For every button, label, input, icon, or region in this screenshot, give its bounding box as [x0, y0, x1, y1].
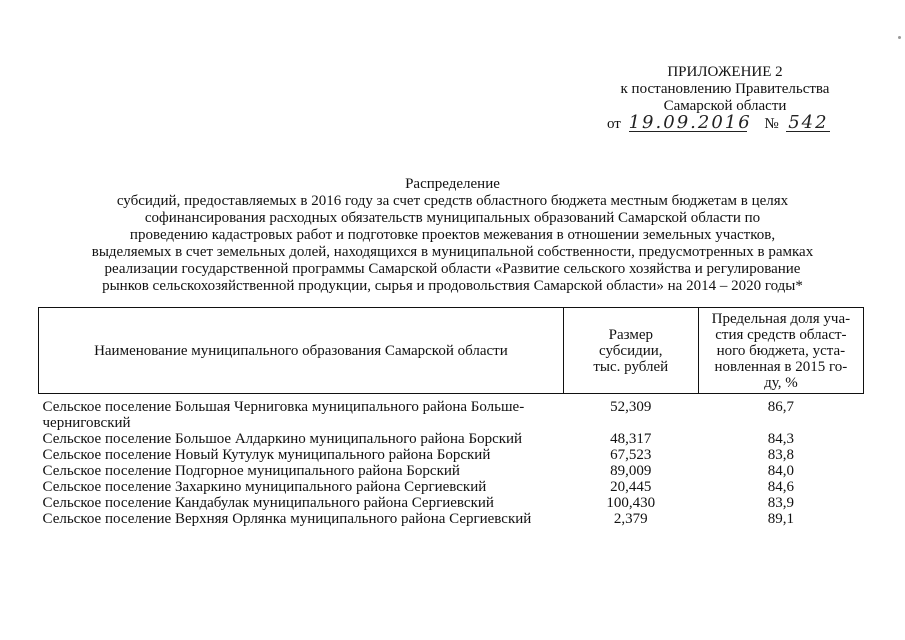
cell-municipality: Сельское поселение Кандабулак муниципального района Сергиевский — [42, 495, 494, 511]
cell-subsidy-size: 2,379 — [613, 511, 648, 527]
subsidies-table — [38, 307, 864, 527]
appendix-line-2: Самарской области — [663, 98, 787, 114]
table-row — [39, 479, 864, 495]
appendix-block — [560, 64, 890, 133]
cell-budget-share: 84,0 — [767, 463, 795, 479]
header-line: ного бюджета, уста- — [716, 342, 846, 359]
table-row — [39, 463, 864, 479]
title-line: проведению кадастровых работ и подготовке проектов межевания в отношении земельных участков, — [129, 227, 776, 243]
appendix-title: ПРИЛОЖЕНИЕ 2 — [667, 64, 783, 80]
header-municipality: Наименование муниципального образования Самарской области — [39, 308, 564, 394]
scan-speck — [898, 36, 901, 39]
from-label: от — [607, 116, 621, 132]
table-header-row — [39, 308, 864, 394]
title-line: выделяемых в счет земельных долей, находящихся в муниципальной собственности, предусмотренных в рамках — [91, 244, 814, 260]
header-budget-share — [698, 308, 863, 394]
cell-subsidy-size: 89,009 — [610, 463, 652, 479]
cell-subsidy-size: 48,317 — [610, 431, 652, 447]
header-line: новленная в 2015 го- — [714, 358, 848, 375]
number-label: № — [764, 116, 779, 132]
header-line: стия средств област- — [715, 326, 847, 343]
cell-municipality: Сельское поселение Новый Кутулук муниципального района Борский — [42, 447, 491, 463]
cell-municipality: Сельское поселение Большое Алдаркино муниципального района Борский — [42, 431, 523, 447]
table-row — [39, 447, 864, 463]
cell-budget-share: 84,3 — [767, 431, 795, 447]
handwritten-number: 542 — [788, 112, 829, 133]
table-row — [39, 511, 864, 527]
resolution-reference — [560, 112, 890, 133]
cell-subsidy-size: 67,523 — [610, 447, 652, 463]
title-line: рынков сельскохозяйственной продукции, сырья и продовольствия Самарской области» на 2014 – 2020 годы* — [102, 278, 803, 294]
cell-line: Сельское поселение Большая Черниговка муниципального района Больше- — [42, 399, 525, 415]
cell-budget-share: 89,1 — [767, 511, 795, 527]
handwritten-date: 19.09.2016 — [628, 112, 752, 133]
cell-municipality: Сельское поселение Верхняя Орлянка муниципального района Сергиевский — [42, 511, 532, 527]
title-heading: Распределение — [405, 176, 500, 192]
header-subsidy-size — [563, 308, 698, 394]
header-line: тыс. рублей — [593, 358, 669, 375]
header-line: субсидии, — [599, 342, 663, 359]
cell-budget-share: 86,7 — [767, 399, 795, 415]
title-line: софинансирования расходных обязательств муниципальных образований Самарской области по — [144, 210, 761, 226]
cell-budget-share: 83,9 — [767, 495, 795, 511]
cell-municipality: Сельское поселение Захаркино муниципального района Сергиевский — [42, 479, 487, 495]
table-row — [39, 495, 864, 511]
cell-subsidy-size: 20,445 — [610, 479, 652, 495]
title-line: реализации государственной программы Самарской области «Развитие сельского хозяйства и регулирование — [104, 261, 801, 277]
cell-municipality: Сельское поселение Подгорное муниципального района Борский — [42, 463, 460, 479]
header-line: Предельная доля уча- — [711, 310, 851, 327]
cell-budget-share: 83,8 — [767, 447, 795, 463]
cell-subsidy-size: 52,309 — [610, 399, 652, 415]
appendix-line-1: к постановлению Правительства — [620, 81, 830, 97]
table-row — [39, 431, 864, 447]
cell-subsidy-size: 100,430 — [606, 495, 656, 511]
cell-municipality — [39, 394, 564, 432]
table-row — [39, 394, 864, 432]
document-title — [0, 176, 905, 295]
header-line: ду, % — [764, 374, 798, 391]
cell-budget-share: 84,6 — [767, 479, 795, 495]
header-line: Размер — [608, 326, 653, 343]
title-line: субсидий, предоставляемых в 2016 году за счет средств областного бюджета местным бюджетам в целях — [116, 193, 789, 209]
cell-line: черниговский — [42, 415, 131, 431]
